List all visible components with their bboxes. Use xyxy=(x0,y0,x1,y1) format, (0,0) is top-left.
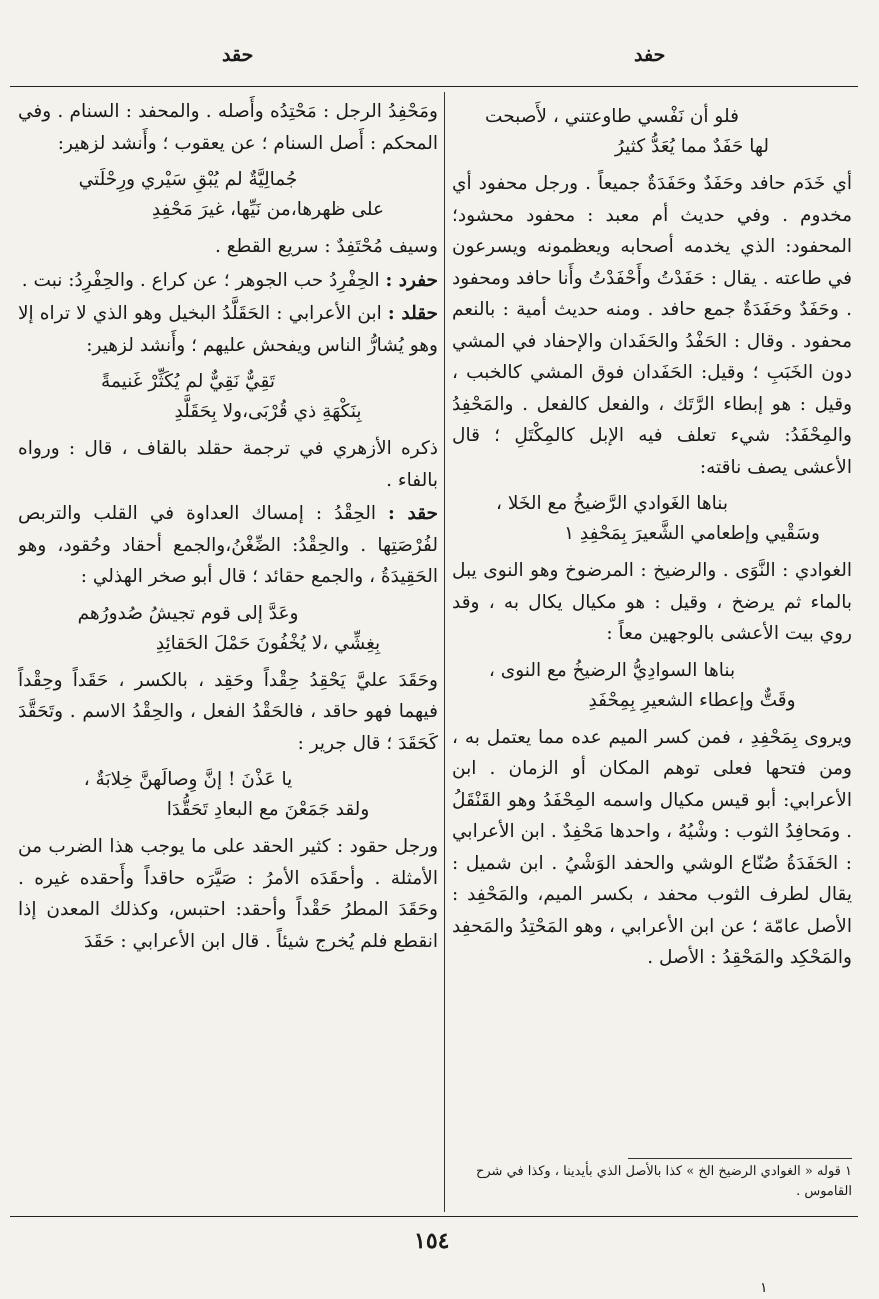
bottom-rule xyxy=(10,1216,858,1217)
top-rule xyxy=(10,86,858,87)
verse-hemistich-1: تَقِيٌّ نَقِيٌّ لم يُكَثِّرْ غَنيمةً xyxy=(101,371,275,392)
verse-hemistich-2: وسَقْيي وإطعامي الشَّعيرَ بِمَحْفِدِ ١ xyxy=(564,523,820,544)
running-header-left: حقد xyxy=(222,44,254,66)
verse-hemistich-1: بناها الغَوادي الرَّضيخُ مع الخَلا ، xyxy=(496,493,728,514)
entry xyxy=(18,265,438,297)
paragraph: أي خَدَم حافد وحَفَدٌ وحَفَدَةٌ جميعاً . ورجل محفود أي مخدوم . وفي حديث أم معبد : محفود محشود؛ المحفود: الذي يخدمه أصحابه ويعظمونه ويسرعون في طاعته . يقال : حَفَدْتُ وأَحْفَدْتُ وأَنا حافد ومحفود . وحَفَدٌ وحَفَدَةٌ جمع حافد . ومنه حديث أمية : بالنعم محفود . وقال : الحَفْدُ والحَفَدان والإحفاد في المشي دون الخَبَبِ ؛ وقيل: الحَفَدان فوق المشي كالخبب ، وقيل : هو إبطاء الرَّتَك ، والفعل كالفعل . والمَحْفِدُ والمِحْفَدُ: شيء تعلف فيه الإبل كالمِكْتَلِ ؛ قال الأعشى يصف ناقته: xyxy=(452,173,852,478)
headword: حفرد : xyxy=(385,269,438,291)
verse-hemistich-2: لها حَفَدٌ مما يُعَدُّ كثيرُ xyxy=(614,136,770,157)
footnote-rule xyxy=(628,1158,852,1159)
verse xyxy=(18,765,438,825)
verse-hemistich-2: ولقد جَمَعْنَ مع البعادِ تَحَقُّدَا xyxy=(166,799,370,820)
paragraph: وسيف مُحْتَفِدٌ : سريع القطع . xyxy=(214,236,438,257)
headword: حقد : xyxy=(388,503,438,524)
left-column xyxy=(18,96,438,1206)
footnote: ١ قوله « الغوادي الرضيخ الخ » كذا بالأصل الذي بأيدينا ، وكذا في شرح القاموس . xyxy=(475,1164,852,1199)
verse xyxy=(18,367,438,427)
paragraph: ورجل حقود : كثير الحقد على ما يوجب هذا الضرب من الأمثلة . وأحقَدَه الأمرُ : صَيَّرَه حاقداً وأَحقده غيره . وحَقَدَ المطرُ حَقْداً وأحقد: احتبس، وكذلك المعدن إذا انقطع فلم يُخرج شيئاً . قال ابن الأعرابي : حَقَدَ xyxy=(18,836,438,952)
paragraph: وحَقَدَ عليَّ يَحْقِدُ حِقْداً وحَقِد ، بالكسر ، حَقَداً وحِقْداً فيهما فهو حاقد ، فالحَقْدُ الفعل ، والحِقْدُ الاسم . وتَحَقَّدَ كَحَقَدَ ؛ قال جرير : xyxy=(18,669,438,754)
verse xyxy=(18,165,438,225)
paragraph: ذكره الأزهري في ترجمة حقلد بالقاف ، قال : ورواه بالفاء . xyxy=(18,438,438,491)
entry-text: الحِفْرِدُ حب الجوهر ؛ عن كراع . والحِفْرِدُ: نبت . xyxy=(21,269,386,291)
entry-text: ابن الأعرابي : الحَقَلَّدُ البخيل وهو الذي لا تراه إلا وهو يُشارُّ الناس ويفحش عليهم ؛ وأَنشد لزهير: xyxy=(18,303,438,356)
headword: حقلد : xyxy=(387,303,438,324)
verse-hemistich-1: وعَدَّ إلى قوم تجيشُ صُدورُهم xyxy=(77,602,299,624)
corner-mark: ١ xyxy=(760,1280,768,1296)
verse-hemistich-2: وقَتٌّ وإعطاء الشعيرِ بِمِحْفَدِ xyxy=(588,689,796,711)
entry-text: الحِقْدُ : إمساك العداوة في القلب والتربص لفُرْصَتِها . والحِقْدُ: الضِّغْنُ،والجمع أحقاد وحُقود، وهو الحَقِيدَةُ ، والجمع حقائد ؛ قال أبو صخر الهذلي : xyxy=(18,503,438,587)
paragraph: ويروى بِمَحْفِدِ ، فمن كسر الميم عده مما يعتمل به ، ومن فتحها فعلى توهم المكان أو الزمان . ابن الأعرابي: أبو قيس مكيال واسمه المِحْفَدُ وهو القَنْقَلُ . ومَحافِدُ الثوب : وشْيُهُ ، واحدها مَحْفِدٌ . ابن الأعرابي : الحَفَدَةُ صُنّاع الوشي والحفد الوَشْيُ . ابن شميل : يقال لطرف الثوب محفد ، بكسر الميم، والمَحْفِد : الأصل عامّة ؛ عن ابن الأعرابي ، وهو المَحْتِدُ والمَحفِد والمَحْكِد والمَحْقِدُ : الأصل . xyxy=(452,726,852,968)
entry xyxy=(18,498,438,593)
verse-hemistich-1: جُمالِيَّةٌ لم يُبْقِ سَيْري ورِحْلَتي xyxy=(78,169,298,190)
verse-hemistich-2: بِنَكْهَةِ ذي قُرْبَى،ولا بِحَقَلَّدِ xyxy=(174,401,362,422)
page-number: ١٥٤ xyxy=(414,1228,450,1254)
right-column xyxy=(452,96,852,1162)
column-divider xyxy=(444,92,445,1212)
verse-hemistich-2: بِغِشِّي ،لا يُخْفُونَ حَمْلَ الحَقائِدِ xyxy=(155,632,381,654)
verse-hemistich-1: فلو أن نَفْسي طاوعتني ، لأَصبحت xyxy=(485,106,739,127)
paragraph: ومَحْفِدُ الرجل : مَحْتِدُه وأَصله . والمحفد : السنام . وفي المحكم : أَصل السنام ؛ عن يعقوب ؛ وأَنشد لزهير: xyxy=(18,101,438,154)
running-header-right: حفد xyxy=(634,44,666,66)
verse xyxy=(452,102,852,162)
verse-hemistich-2: على ظهرها،من نَيِّها، غيرَ مَحْفِدِ xyxy=(151,199,385,220)
verse-hemistich-1: بناها السوادِيُّ الرضيخُ مع النوى ، xyxy=(488,659,736,681)
paragraph: الغوادي : النَّوَى . والرضيخ : المرضوخ وهو النوى يبل بالماء ثم يرضخ ، وقيل : هو مكيال يكال به ، وقد روي بيت الأعشى بالوجهين معاً : xyxy=(452,560,852,644)
entry xyxy=(18,298,438,361)
verse xyxy=(452,489,852,549)
verse-hemistich-1: يا عَذْنَ ! إنَّ وِصالَهنَّ خِلابَةٌ ، xyxy=(83,769,293,790)
verse xyxy=(18,599,438,659)
verse xyxy=(452,656,852,716)
